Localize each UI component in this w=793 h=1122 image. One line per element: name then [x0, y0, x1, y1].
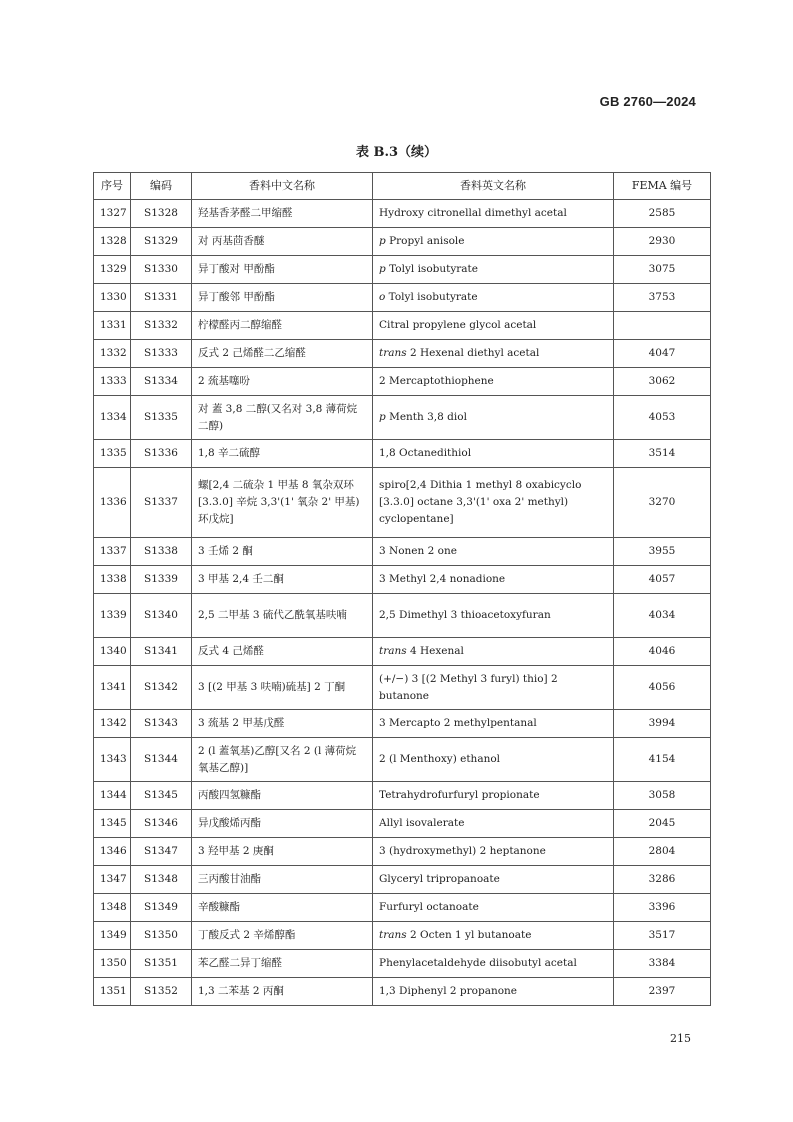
- column-header-code: 编码: [131, 173, 192, 200]
- english-name-text: 3 (hydroxymethyl) 2 heptanone: [379, 845, 546, 858]
- cell-english-name: [373, 566, 614, 594]
- cell-fema: 2585: [614, 200, 711, 228]
- cell-code: S1335: [131, 396, 192, 440]
- cell-fema: 4057: [614, 566, 711, 594]
- english-name-text: 3 Nonen 2 one: [379, 545, 457, 558]
- cell-chinese-name: 苯乙醛二异丁缩醛: [192, 950, 373, 978]
- cell-english-name: [373, 710, 614, 738]
- cell-chinese-name: 1,8 辛二硫醇: [192, 440, 373, 468]
- cell-chinese-name: 3 [(2 甲基 3 呋喃)硫基] 2 丁酮: [192, 666, 373, 710]
- english-name-text: Citral propylene glycol acetal: [379, 319, 537, 332]
- cell-no: 1327: [94, 200, 131, 228]
- cell-chinese-name: 1,3 二苯基 2 丙酮: [192, 978, 373, 1006]
- cell-chinese-name: 柠檬醛丙二醇缩醛: [192, 312, 373, 340]
- table-row: [94, 738, 711, 782]
- table-body: [94, 200, 711, 1006]
- cell-code: S1329: [131, 228, 192, 256]
- cell-english-name: [373, 228, 614, 256]
- flavor-table: [93, 172, 711, 1006]
- english-name-text: Tolyl isobutyrate: [389, 263, 478, 276]
- cell-code: S1341: [131, 638, 192, 666]
- english-name-text: 2 Hexenal diethyl acetal: [410, 347, 540, 360]
- cell-chinese-name: 丁酸反式 2 辛烯醇酯: [192, 922, 373, 950]
- table-row: [94, 340, 711, 368]
- table-row: [94, 978, 711, 1006]
- cell-no: 1334: [94, 396, 131, 440]
- english-name-text: 3 Mercapto 2 methylpentanal: [379, 717, 537, 730]
- cell-no: 1330: [94, 284, 131, 312]
- table-row: [94, 894, 711, 922]
- cell-code: S1348: [131, 866, 192, 894]
- english-name-prefix: p: [379, 235, 386, 248]
- english-name-text: 1,3 Diphenyl 2 propanone: [379, 985, 518, 998]
- cell-english-name: [373, 368, 614, 396]
- cell-chinese-name: 2 巯基噻吩: [192, 368, 373, 396]
- cell-chinese-name: 3 壬烯 2 酮: [192, 538, 373, 566]
- cell-english-name: [373, 950, 614, 978]
- cell-chinese-name: 辛酸糠酯: [192, 894, 373, 922]
- english-name-text: Allyl isovalerate: [379, 817, 465, 830]
- cell-no: 1343: [94, 738, 131, 782]
- cell-fema: [614, 312, 711, 340]
- table-row: [94, 228, 711, 256]
- english-name-prefix: p: [379, 411, 386, 424]
- cell-code: S1338: [131, 538, 192, 566]
- cell-no: 1350: [94, 950, 131, 978]
- cell-fema: 4034: [614, 594, 711, 638]
- table-row: [94, 594, 711, 638]
- cell-english-name: [373, 594, 614, 638]
- english-name-text: Tolyl isobutyrate: [388, 291, 478, 304]
- cell-code: S1349: [131, 894, 192, 922]
- table-row: [94, 782, 711, 810]
- cell-code: S1340: [131, 594, 192, 638]
- english-name-text: 2 (l Menthoxy) ethanol: [379, 753, 501, 766]
- english-name-text: (+/−) 3 [(2 Methyl 3 furyl) thio] 2 butanone: [379, 672, 558, 702]
- table-row: [94, 468, 711, 538]
- cell-chinese-name: 异丁酸邻 甲酚酯: [192, 284, 373, 312]
- table-row: [94, 566, 711, 594]
- cell-no: 1344: [94, 782, 131, 810]
- english-name-text: Hydroxy citronellal dimethyl acetal: [379, 207, 567, 220]
- cell-fema: 3994: [614, 710, 711, 738]
- page-number: 215: [670, 1032, 691, 1045]
- cell-chinese-name: 对 丙基茴香醚: [192, 228, 373, 256]
- cell-code: S1345: [131, 782, 192, 810]
- cell-no: 1338: [94, 566, 131, 594]
- cell-fema: 3517: [614, 922, 711, 950]
- table-row: [94, 838, 711, 866]
- cell-fema: 4056: [614, 666, 711, 710]
- cell-english-name: [373, 866, 614, 894]
- cell-no: 1329: [94, 256, 131, 284]
- cell-fema: 3514: [614, 440, 711, 468]
- cell-fema: 2804: [614, 838, 711, 866]
- english-name-text: Menth 3,8 diol: [389, 411, 467, 424]
- cell-fema: 3075: [614, 256, 711, 284]
- cell-fema: 3753: [614, 284, 711, 312]
- cell-no: 1347: [94, 866, 131, 894]
- cell-no: 1348: [94, 894, 131, 922]
- cell-code: S1339: [131, 566, 192, 594]
- cell-fema: 4046: [614, 638, 711, 666]
- cell-no: 1331: [94, 312, 131, 340]
- cell-fema: 4154: [614, 738, 711, 782]
- cell-english-name: [373, 312, 614, 340]
- cell-english-name: [373, 200, 614, 228]
- cell-english-name: [373, 340, 614, 368]
- column-header-no: 序号: [94, 173, 131, 200]
- english-name-prefix: trans: [379, 645, 407, 658]
- cell-fema: 3955: [614, 538, 711, 566]
- cell-no: 1328: [94, 228, 131, 256]
- cell-fema: 4053: [614, 396, 711, 440]
- english-name-prefix: p: [379, 263, 386, 276]
- cell-code: S1352: [131, 978, 192, 1006]
- table-row: [94, 710, 711, 738]
- table-row: [94, 312, 711, 340]
- cell-code: S1336: [131, 440, 192, 468]
- cell-chinese-name: 反式 2 己烯醛二乙缩醛: [192, 340, 373, 368]
- cell-code: S1346: [131, 810, 192, 838]
- english-name-text: 2 Octen 1 yl butanoate: [410, 929, 532, 942]
- english-name-prefix: o: [379, 291, 386, 304]
- cell-english-name: [373, 922, 614, 950]
- cell-no: 1342: [94, 710, 131, 738]
- cell-chinese-name: 异丁酸对 甲酚酯: [192, 256, 373, 284]
- cell-english-name: [373, 978, 614, 1006]
- cell-english-name: [373, 738, 614, 782]
- cell-fema: 3062: [614, 368, 711, 396]
- english-name-text: Furfuryl octanoate: [379, 901, 479, 914]
- cell-code: S1344: [131, 738, 192, 782]
- cell-fema: 2930: [614, 228, 711, 256]
- cell-fema: 3270: [614, 468, 711, 538]
- cell-chinese-name: 异戊酸烯丙酯: [192, 810, 373, 838]
- english-name-text: Tetrahydrofurfuryl propionate: [379, 789, 540, 802]
- cell-english-name: [373, 838, 614, 866]
- cell-no: 1333: [94, 368, 131, 396]
- cell-fema: 2045: [614, 810, 711, 838]
- english-name-prefix: trans: [379, 347, 407, 360]
- cell-fema: 3058: [614, 782, 711, 810]
- cell-chinese-name: 2,5 二甲基 3 硫代乙酰氧基呋喃: [192, 594, 373, 638]
- english-name-text: 1,8 Octanedithiol: [379, 447, 472, 460]
- english-name-text: 2,5 Dimethyl 3 thioacetoxyfuran: [379, 609, 551, 622]
- table-row: [94, 638, 711, 666]
- english-name-text: 3 Methyl 2,4 nonadione: [379, 573, 506, 586]
- cell-code: S1332: [131, 312, 192, 340]
- cell-code: S1350: [131, 922, 192, 950]
- column-header-fema: FEMA 编号: [614, 173, 711, 200]
- cell-fema: 2397: [614, 978, 711, 1006]
- cell-fema: 3384: [614, 950, 711, 978]
- cell-code: S1343: [131, 710, 192, 738]
- table-row: [94, 368, 711, 396]
- cell-english-name: [373, 782, 614, 810]
- cell-code: S1334: [131, 368, 192, 396]
- cell-english-name: [373, 666, 614, 710]
- table-row: [94, 810, 711, 838]
- cell-no: 1345: [94, 810, 131, 838]
- table-title: 表 B.3（续）: [355, 145, 438, 160]
- cell-code: S1328: [131, 200, 192, 228]
- english-name-text: Propyl anisole: [389, 235, 465, 248]
- english-name-text: 4 Hexenal: [410, 645, 464, 658]
- cell-english-name: [373, 256, 614, 284]
- cell-english-name: [373, 284, 614, 312]
- cell-chinese-name: 羟基香茅醛二甲缩醛: [192, 200, 373, 228]
- cell-code: S1330: [131, 256, 192, 284]
- cell-no: 1340: [94, 638, 131, 666]
- cell-code: S1333: [131, 340, 192, 368]
- cell-code: S1342: [131, 666, 192, 710]
- cell-chinese-name: 3 甲基 2,4 壬二酮: [192, 566, 373, 594]
- cell-code: S1347: [131, 838, 192, 866]
- table-row: [94, 200, 711, 228]
- cell-no: 1337: [94, 538, 131, 566]
- cell-fema: 3396: [614, 894, 711, 922]
- table-row: [94, 440, 711, 468]
- cell-chinese-name: 3 羟甲基 2 庚酮: [192, 838, 373, 866]
- table-row: [94, 666, 711, 710]
- column-header-english-name: 香料英文名称: [373, 173, 614, 200]
- english-name-text: spiro[2,4 Dithia 1 methyl 8 oxabicyclo [3.3.0] octane 3,3'(1' oxa 2' methyl) cyclopentane]: [379, 479, 582, 525]
- cell-no: 1332: [94, 340, 131, 368]
- cell-no: 1349: [94, 922, 131, 950]
- cell-code: S1337: [131, 468, 192, 538]
- cell-english-name: [373, 638, 614, 666]
- cell-chinese-name: 3 巯基 2 甲基戊醛: [192, 710, 373, 738]
- table-row: [94, 538, 711, 566]
- english-name-prefix: trans: [379, 929, 407, 942]
- english-name-text: 2 Mercaptothiophene: [379, 375, 494, 388]
- cell-no: 1346: [94, 838, 131, 866]
- english-name-text: Phenylacetaldehyde diisobutyl acetal: [379, 957, 577, 970]
- standard-code: GB 2760—2024: [599, 94, 696, 109]
- cell-chinese-name: 反式 4 己烯醛: [192, 638, 373, 666]
- cell-no: 1339: [94, 594, 131, 638]
- table-row: [94, 284, 711, 312]
- table-row: [94, 256, 711, 284]
- cell-english-name: [373, 440, 614, 468]
- table-header-row: [94, 173, 711, 200]
- table-row: [94, 950, 711, 978]
- cell-english-name: [373, 894, 614, 922]
- cell-chinese-name: 三丙酸甘油酯: [192, 866, 373, 894]
- cell-no: 1351: [94, 978, 131, 1006]
- column-header-chinese-name: 香料中文名称: [192, 173, 373, 200]
- cell-english-name: [373, 810, 614, 838]
- cell-no: 1341: [94, 666, 131, 710]
- cell-english-name: [373, 468, 614, 538]
- table-row: [94, 922, 711, 950]
- table-row: [94, 866, 711, 894]
- cell-fema: 3286: [614, 866, 711, 894]
- cell-no: 1336: [94, 468, 131, 538]
- cell-english-name: [373, 538, 614, 566]
- english-name-text: Glyceryl tripropanoate: [379, 873, 500, 886]
- table-row: [94, 396, 711, 440]
- cell-no: 1335: [94, 440, 131, 468]
- cell-chinese-name: 丙酸四氢糠酯: [192, 782, 373, 810]
- cell-code: S1331: [131, 284, 192, 312]
- cell-chinese-name: 对 蓋 3,8 二醇(又名对 3,8 薄荷烷二醇): [192, 396, 373, 440]
- cell-english-name: [373, 396, 614, 440]
- cell-chinese-name: 螺[2,4 二硫杂 1 甲基 8 氧杂双环[3.3.0] 辛烷 3,3'(1' 氧杂 2' 甲基)环戊烷]: [192, 468, 373, 538]
- cell-chinese-name: 2 (l 蓋氧基)乙醇[又名 2 (l 薄荷烷氧基乙醇)]: [192, 738, 373, 782]
- cell-code: S1351: [131, 950, 192, 978]
- cell-fema: 4047: [614, 340, 711, 368]
